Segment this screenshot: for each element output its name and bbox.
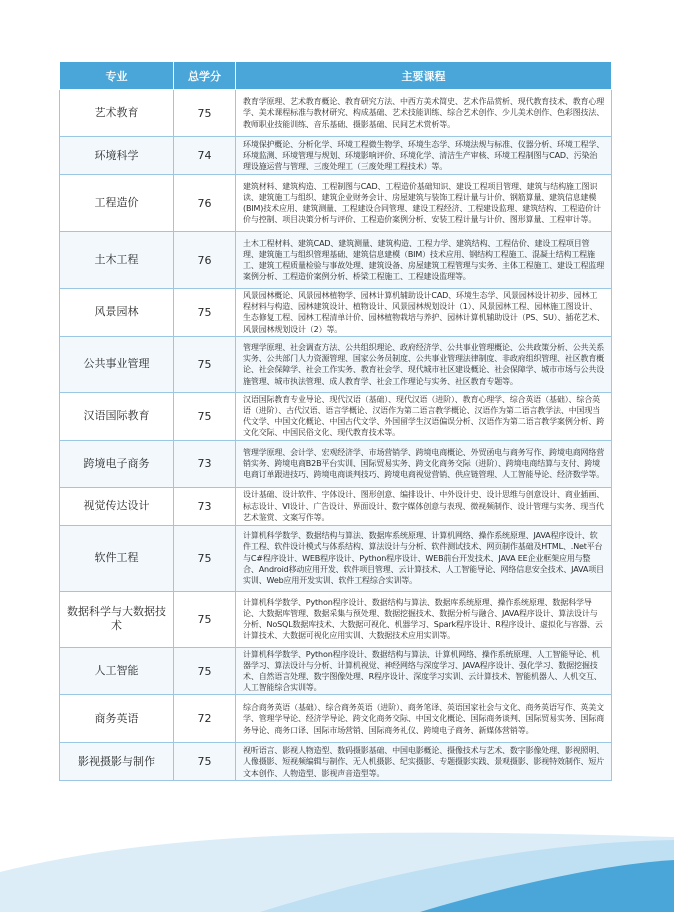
courses-cell: 管理学原理、会计学、宏观经济学、市场营销学、跨境电商概论、外贸函电与商务写作、跨境电商网络营销实务、跨境电商B2B平台实训、国际贸易实务、跨文化商务交际（进阶）、跨境电商结算与支付、跨境电商订单跟进技巧、跨境电商谈判技巧、跨境电商视觉营销、供应链管理、人工智能导论、经济数学等。 [236,440,612,487]
courses-cell: 管理学原理、社会调查方法、公共组织理论、政府经济学、公共事业管理概论、公共政策分析、公共关系实务、公共部门人力资源管理、国家公务员制度、公共事业管理法律制度、非政府组织管理、社区教育概论、社会保障学、社会工作实务、教育社会学、现代城市社区建设概论、社会保障学、城市市场与公共设施管理、城市执法管理、成人教育学、社会工作理论与实务、社区教育专题等。 [236,336,612,392]
decorative-wave [0,802,674,912]
major-cell: 跨境电子商务 [60,440,174,487]
major-cell: 商务英语 [60,695,174,743]
credits-cell: 73 [174,440,236,487]
credits-cell: 75 [174,336,236,392]
credits-cell: 75 [174,392,236,440]
credits-cell: 75 [174,90,236,137]
credits-cell: 75 [174,525,236,591]
table-row [60,175,612,232]
courses-cell: 风景园林概论、风景园林植物学、园林计算机辅助设计CAD、环境生态学、风景园林设计初步、园林工程材料与构造、园林建筑设计、植物设计、风景园林规划设计（1）、风景园林工程、园林施工图设计、生态修复工程、园林工程清单计价、园林植物栽培与养护、园林计算机辅助设计（PS、SU）、插花艺术、风景园林规划设计（2）等。 [236,289,612,337]
major-cell: 汉语国际教育 [60,392,174,440]
table-body [60,90,612,781]
courses-cell: 设计基础、设计软件、字体设计、图形创意、编排设计、中外设计史、设计思维与创意设计、商业插画、标志设计、VI设计、广告设计、界面设计、数字媒体创意与表现、微视频制作、设计管理与实务、现当代艺术鉴赏、文案写作等。 [236,487,612,525]
major-cell: 视觉传达设计 [60,487,174,525]
table-row [60,392,612,440]
header-credits: 总学分 [174,62,236,90]
courses-cell: 计算机科学数学、Python程序设计、数据结构与算法、数据库系统原理、操作系统原理、数据科学导论、大数据库管理、数据采集与预处理、数据挖掘技术、数据分析与融合、JAVA程序设计、算法设计与分析、NoSQL数据库技术、大数据可视化、机器学习、Spark程序设计、R程序设计、虚拟化与容器、云计算技术、大数据可视化应用实训、大数据技术应用实训等。 [236,591,612,647]
course-table [59,61,612,781]
credits-cell: 76 [174,175,236,232]
table-row [60,137,612,175]
table-row [60,90,612,137]
credits-cell: 74 [174,137,236,175]
major-cell: 数据科学与大数据技术 [60,591,174,647]
table-row [60,647,612,695]
credits-cell: 75 [174,591,236,647]
major-cell: 风景园林 [60,289,174,337]
major-cell: 影视摄影与制作 [60,743,174,781]
credits-cell: 75 [174,743,236,781]
major-cell: 土木工程 [60,232,174,289]
major-cell: 人工智能 [60,647,174,695]
credits-cell: 73 [174,487,236,525]
header-courses: 主要课程 [236,62,612,90]
major-cell: 工程造价 [60,175,174,232]
table-row [60,232,612,289]
table-header-row [60,62,612,90]
table-row [60,695,612,743]
table-row [60,487,612,525]
major-cell: 艺术教育 [60,90,174,137]
major-cell: 软件工程 [60,525,174,591]
courses-cell: 综合商务英语（基础）、综合商务英语（进阶）、商务笔译、英语国家社会与文化、商务英语写作、英美文学、管理学导论、经济学导论、跨文化商务交际、中国文化概论、国际商务谈判、国际贸易实务、国际商务导论、商务口译、国际市场营销、国际商务礼仪、跨境电子商务、新媒体营销等。 [236,695,612,743]
courses-cell: 教育学原理、艺术教育概论、教育研究方法、中西方美术简史、艺术作品赏析、现代教育技术、教育心理学、美术课程标准与教材研究、构成基础、艺术技能训练、综合艺术创作、少儿美术创作、色彩图技法、教师职业技能训练、音乐基础、摄影基础、民间艺术赏析等。 [236,90,612,137]
courses-cell: 计算机科学数学、Python程序设计、数据结构与算法、计算机网络、操作系统原理、人工智能导论、机器学习、算法设计与分析、计算机视觉、神经网络与深度学习、JAVA程序设计、强化学习、数据挖掘技术、自然语言处理、数字图像处理、R程序设计、深度学习实训、云计算技术、智能机器人、人机交互、人工智能综合实训等。 [236,647,612,695]
major-cell: 环境科学 [60,137,174,175]
credits-cell: 76 [174,232,236,289]
courses-cell: 环境保护概论、分析化学、环境工程微生物学、环境生态学、环境法规与标准、仪器分析、环境工程学、环境监测、环境管理与规划、环境影响评价、环境化学、清洁生产审核、环境工程制图与CAD、污染治理设施运营与管理、三废处理工（三废处理工程技术）等。 [236,137,612,175]
credits-cell: 75 [174,289,236,337]
courses-cell: 土木工程材料、建筑CAD、建筑测量、建筑构造、工程力学、建筑结构、工程估价、建设工程项目管理、建筑施工与组织管理基础、建筑信息建模（BIM）技术应用、钢结构工程施工、混凝土结构工程施工、建筑工程质量检验与事故处理、建筑设备、房屋建筑工程管理与实务、主体工程施工、建设工程监理案例分析、工程造价案例分析、桥梁工程施工、工程建设监理等。 [236,232,612,289]
courses-cell: 计算机科学数学、数据结构与算法、数据库系统原理、计算机网络、操作系统原理、JAVA程序设计、软件工程、软件设计模式与体系结构、算法设计与分析、软件测试技术、网页制作基础及HTML、.Net平台与C#程序设计、WEB程序设计、Python程序设计、WEB前台开发技术、JAVA EE企业框架应用与整合、Android移动应用开发、软件项目管理、云计算技术、人工智能导论、网络信息安全技术、JAVA项目实训、Web应用开发实训、软件工程综合实训等。 [236,525,612,591]
table-row [60,591,612,647]
courses-cell: 汉语国际教育专业导论、现代汉语（基础）、现代汉语（进阶）、教育心理学、综合英语（基础）、综合英语（进阶）、古代汉语、语言学概论、汉语作为第二语言教学概论、汉语作为第二语言教学法、中国现当代文学、中国文化概论、中国古代文学、外国留学生汉语偏误分析、汉语作为第二语言教学案例分析、跨文化交际、中国民俗文化、现代教育技术等。 [236,392,612,440]
table-row [60,743,612,781]
header-major: 专业 [60,62,174,90]
credits-cell: 72 [174,695,236,743]
table-row [60,440,612,487]
courses-cell: 建筑材料、建筑构造、工程制图与CAD、工程造价基础知识、建设工程项目管理、建筑与结构施工图识读、建筑施工与组织、建筑企业财务会计、房屋建筑与装饰工程计量与计价、钢筋算量、建筑信息建模(BIM)技术应用、建筑测量、工程建设合同管理、建设工程经济、工程建设监理、建筑结构、工程造价计价与控制、项目决策分析与评价、工程造价案例分析、安装工程计量与计价、图形算量、工程审计等。 [236,175,612,232]
credits-cell: 75 [174,647,236,695]
table-row [60,289,612,337]
courses-cell: 视听语言、影视人物造型、数码摄影基础、中国电影概论、摄像技术与艺术、数字影像处理、影视照明、人像摄影、短视频编辑与制作、无人机摄影、纪实摄影、专题摄影实践、景观摄影、影视特效制作、短片文本创作、人物造型、影视声音造型等。 [236,743,612,781]
major-cell: 公共事业管理 [60,336,174,392]
table-row [60,525,612,591]
table-row [60,336,612,392]
